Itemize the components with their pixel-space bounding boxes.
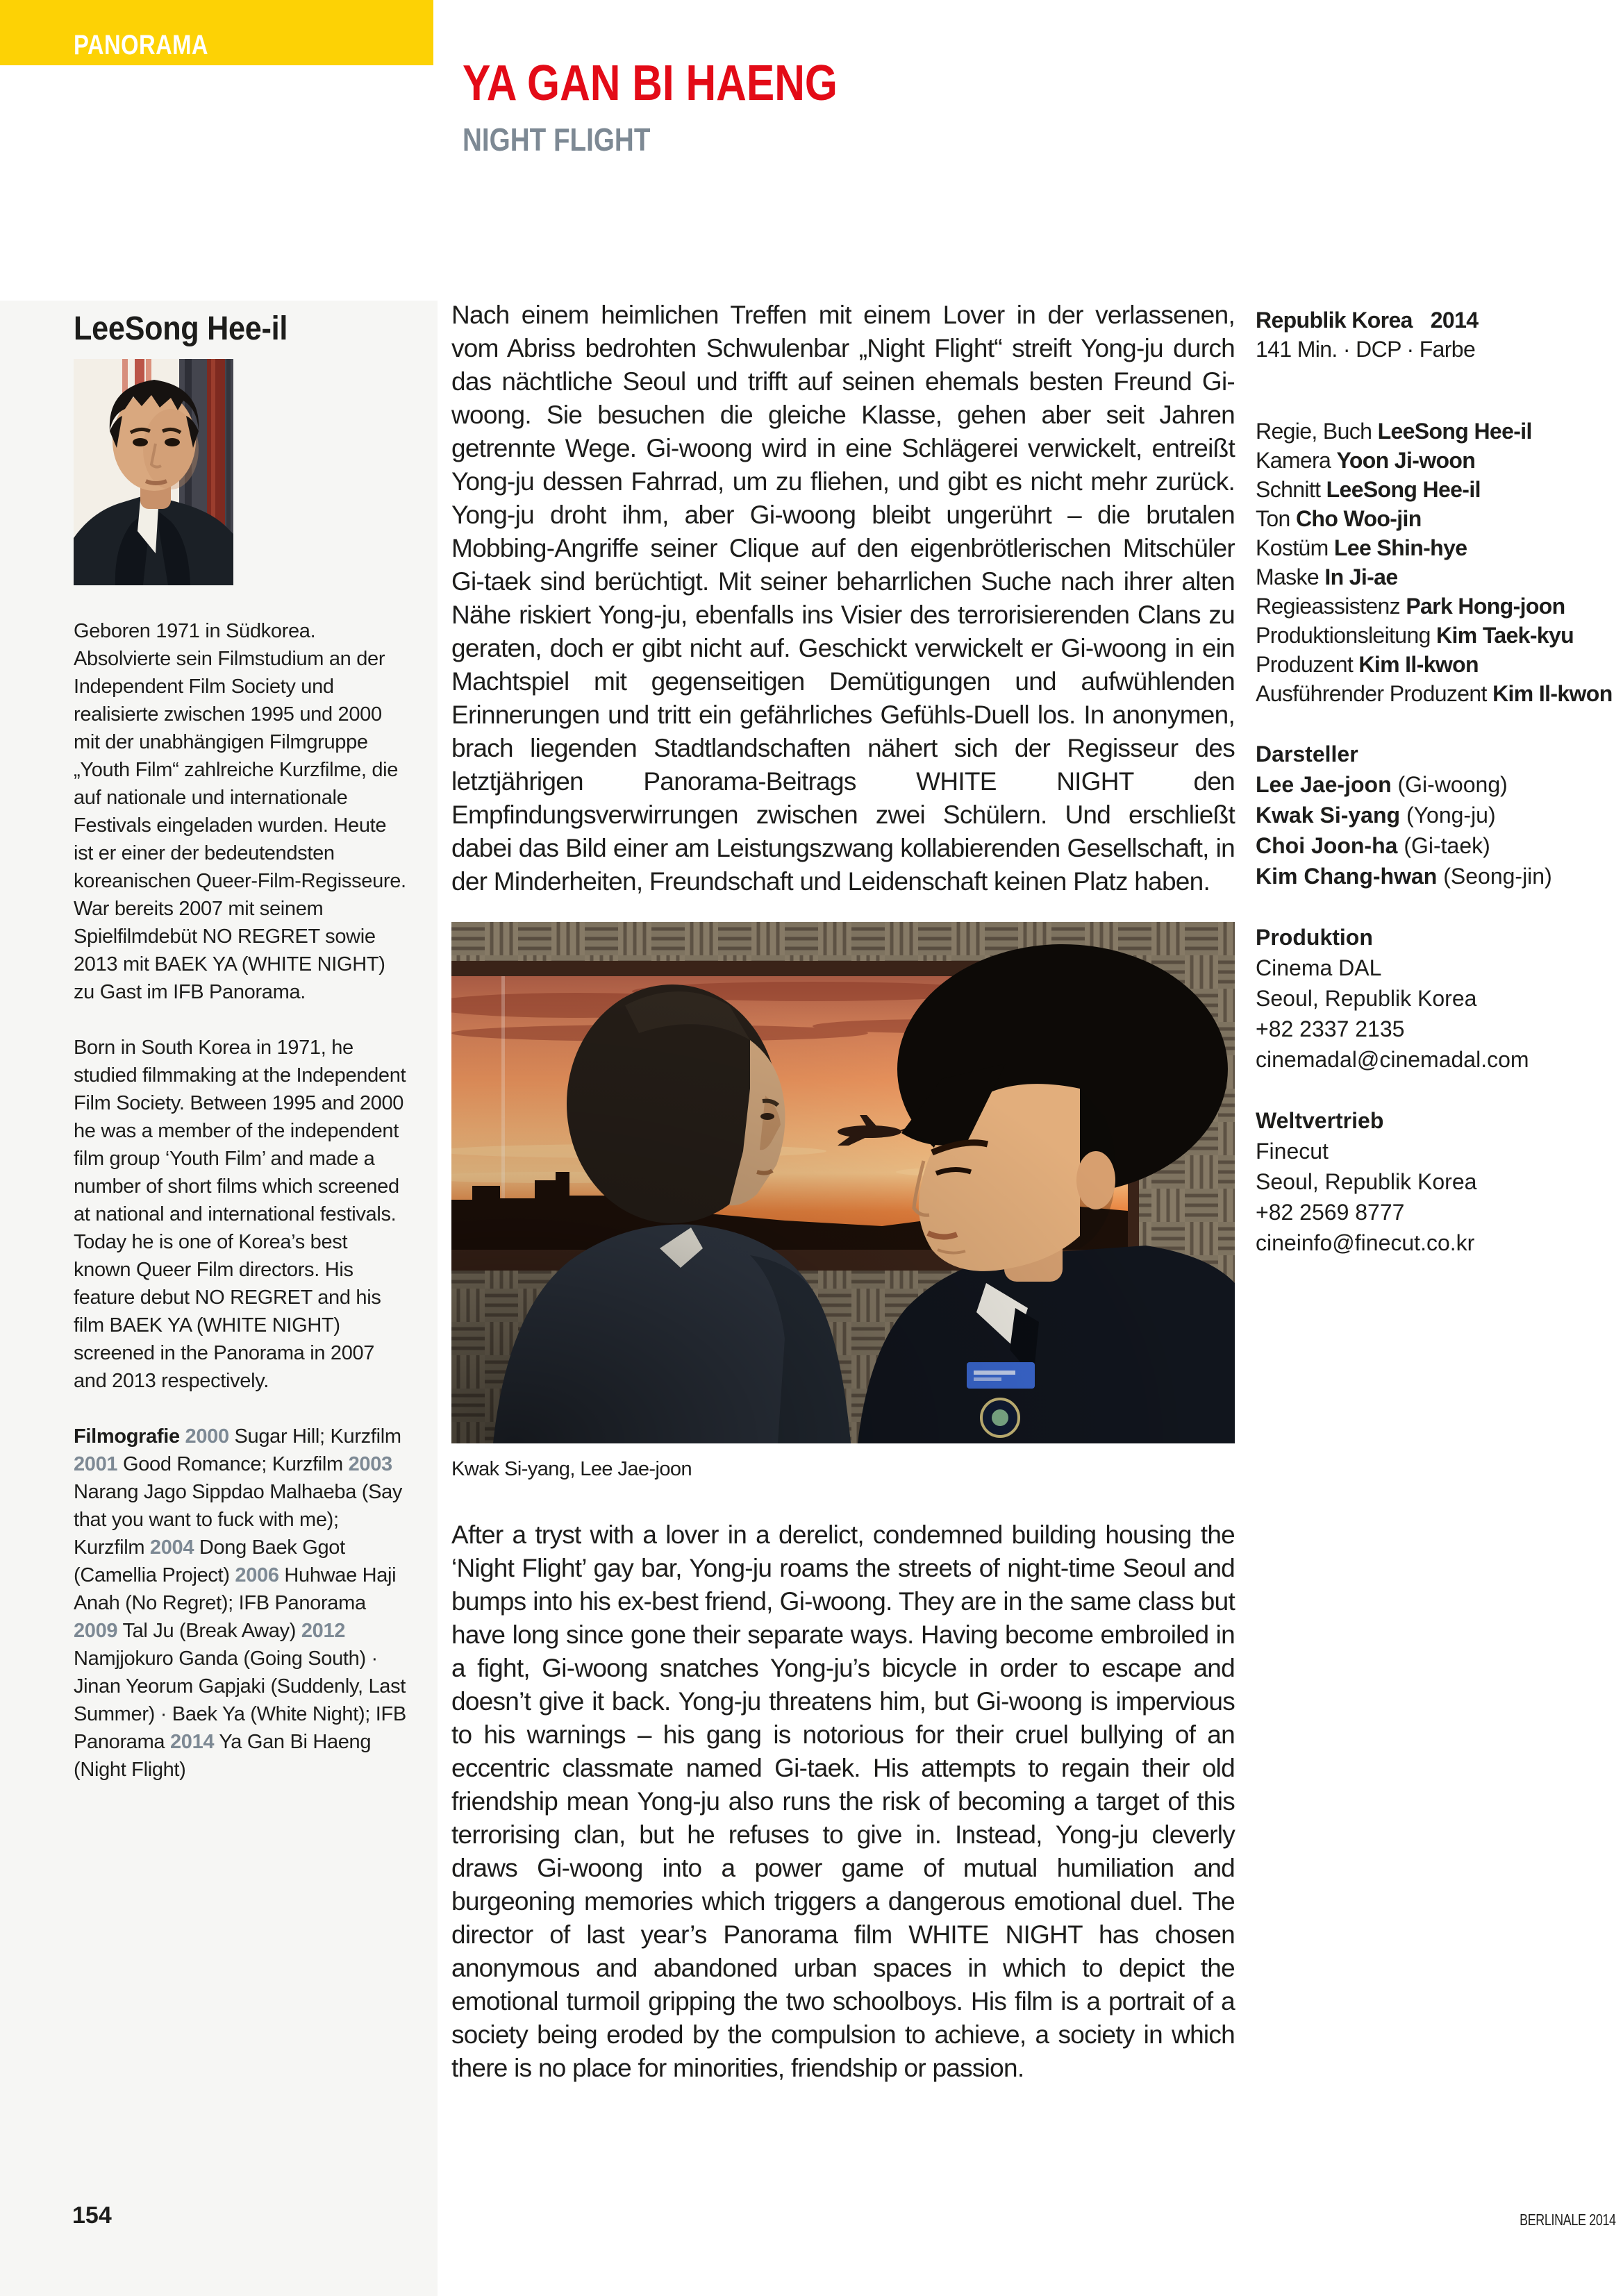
crew-credit-line <box>1256 679 1620 708</box>
contact-line: +82 2569 8777 <box>1256 1200 1405 1225</box>
filmography-segment: 2000 <box>185 1425 229 1448</box>
crew-credit-line <box>1256 650 1620 679</box>
crew-role: Kamera <box>1256 448 1331 473</box>
production-heading: Produktion <box>1256 925 1373 950</box>
crew-role: Maske <box>1256 564 1320 589</box>
crew-name: Kim Taek-kyu <box>1436 623 1574 648</box>
cast-actor: Kim Chang-hwan <box>1256 864 1438 889</box>
contact-line: cinemadal@cinemadal.com <box>1256 1047 1529 1072</box>
credits-column <box>1256 305 1620 1258</box>
cast-actor: Choi Joon-ha <box>1256 833 1398 858</box>
filmography-segment: 2004 <box>149 1536 194 1559</box>
crew-name: LeeSong Hee-il <box>1377 419 1532 444</box>
director-bio-english: Born in South Korea in 1971, he studied filmmaking at the Independent Film Society. Between 1995 and 2000 he was a member of the independent film group ‘Youth Film’ and made a number of short films which screened at national and international festivals. Today he is one of Korea’s best known Queer Film directors. His feature debut NO REGRET and his film BAEK YA (WHITE NIGHT) screened in the Panorama in 2007 and 2013 respectively. <box>74 1037 406 1392</box>
sales-heading: Weltvertrieb <box>1256 1108 1384 1133</box>
crew-name: LeeSong Hee-il <box>1326 477 1481 502</box>
crew-name: Cho Woo-jin <box>1295 506 1422 531</box>
film-title: YA GAN BI HAENG <box>463 56 838 111</box>
crew-credit-line <box>1256 475 1620 504</box>
crew-name: Kim Il-kwon <box>1358 652 1479 677</box>
crew-name: Yoon Ji-woon <box>1336 448 1476 473</box>
crew-role: Regie, Buch <box>1256 419 1372 444</box>
filmography-segment: Tal Ju (Break Away) <box>117 1620 301 1642</box>
synopsis-english: After a tryst with a lover in a derelict, condemned building housing the ‘Night Flight’ gay bar, Yong-ju roams the streets of night-time Seoul and bumps into his ex-best friend, Gi-woong. They are in the same class but have long since gone their separate ways. Having become embroiled in a fight, Gi-woong snatches Yong-ju’s bicycle in order to escape and doesn’t give it back. Yong-ju threatens him, but Gi-woong is impervious to his warnings – his gang is notorious for their cruel bullying of an eccentric classmate named Gi-taek. His attempts to regain their old friendship mean Yong-ju also runs the risk of becoming a target of this terrorising clan, but he refuses to give in. Instead, Yong-ju cleverly draws Gi-woong into a power game of mutual humiliation and burgeoning memories which triggers a dangerous emotional duel. The director of last year’s Panorama film WHITE NIGHT has chosen anonymous and abandoned urban spaces in which to depict the emotional turmoil gripping the two schoolboys. His film is a portrait of a society being eroded by the compulsion to achieve, a society in which there is no place for minorities, friendship or passion. <box>451 1520 1235 2082</box>
filmography-segment: 2001 <box>74 1453 118 1475</box>
page-number: 154 <box>72 2202 112 2229</box>
cast-role: (Seong-jin) <box>1443 864 1552 889</box>
cast-role: (Gi-woong) <box>1397 772 1508 797</box>
crew-role: Schnitt <box>1256 477 1321 502</box>
film-still-illustration <box>451 922 1235 1443</box>
still-caption: Kwak Si-yang, Lee Jae-joon <box>451 1458 692 1480</box>
production-year: 2014 <box>1430 308 1479 333</box>
filmography-segment: 2009 <box>74 1620 118 1642</box>
crew-name: Lee Shin-hye <box>1333 535 1467 560</box>
crew-credit-line <box>1256 562 1620 592</box>
contact-line: Finecut <box>1256 1139 1329 1164</box>
cast-role: (Yong-ju) <box>1406 803 1496 828</box>
filmography-segment: 2006 <box>235 1564 279 1586</box>
crew-role: Kostüm <box>1256 535 1329 560</box>
tech-specs: 141 Min. · DCP · Farbe <box>1256 337 1476 362</box>
filmography-segment: Sugar Hill; Kurzfilm <box>228 1425 401 1448</box>
cast-line <box>1256 830 1620 861</box>
filmography-segment: Ya Gan Bi Haeng (Night Flight) <box>74 1731 372 1781</box>
cast-line <box>1256 861 1620 891</box>
crew-credit-line <box>1256 504 1620 533</box>
filmography-segment: Good Romance; Kurzfilm <box>117 1453 349 1475</box>
crew-role: Ausführender Produzent <box>1256 681 1487 706</box>
synopsis-german: Nach einem heimlichen Treffen mit einem Lover in der verlassenen, vom Abriss bedrohten Schwulenbar „Night Flight“ streift Yong-ju durch das nächtliche Seoul und trifft auf seinen ehemals besten Freund Gi-woong. Sie besuchen die gleiche Klasse, gehen aber seit Jahren getrennte Wege. Gi-woong wird in eine Schlägerei verwickelt, entreißt Yong-ju dessen Fahrrad, um zu fliehen, und gibt es nicht mehr zurück. Yong-ju droht ihm, aber Gi-woong bleibt ungerührt – die brutalen Mobbing-Angriffe seiner Clique auf den eigenbrötlerischen Mitschüler Gi-taek sind berüchtigt. Mit seiner beharrlichen Suche nach ihrer alten Nähe riskiert Yong-ju, ebenfalls ins Visier des terrorisierenden Clans zu geraten, doch er gibt nicht auf. Geschickt verwickelt er Gi-woong in ein Machtspiel mit gegenseitigen Demütigungen und aufwühlenden Erinnerungen und tritt ein gefährliches Gefühls-Duell los. In anonymen, brach liegenden Stadtlandschaften nähert sich der Regisseur des letztjährigen Panorama-Beitrags WHITE NIGHT den Empfindungsverwirrungen zwischen zwei Schülern. Und erschließt dabei das Bild einer am Leistungszwang kollabierenden Gesellschaft, in der Minderheiten, Freundschaft und Leidenschaft keinen Platz haben. <box>451 301 1235 896</box>
director-bio-german: Geboren 1971 in Südkorea. Absolvierte sein Filmstudium an der Independent Film Society und realisierte zwischen 1995 und 2000 mit der unabhängigen Filmgruppe „Youth Film“ zahlreiche Kurzfilme, die auf nationale und internationale Festivals eingeladen wurden. Heute ist er einer der bedeutendsten koreanischen Queer-Film-Regisseure. War bereits 2007 mit seinem Spielfilmdebüt NO REGRET sowie 2013 mit BAEK YA (WHITE NIGHT) zu Gast im IFB Panorama. <box>74 620 406 1003</box>
film-title-english: NIGHT FLIGHT <box>463 121 651 158</box>
cast-list <box>1256 769 1620 891</box>
contact-line: +82 2337 2135 <box>1256 1016 1405 1041</box>
footer-edition: BERLINALE 2014 <box>1520 2211 1616 2229</box>
cast-heading: Darsteller <box>1256 741 1358 766</box>
production-contact <box>1256 953 1620 1075</box>
director-portrait-illustration <box>74 359 233 585</box>
contact-line: cineinfo@finecut.co.kr <box>1256 1230 1475 1255</box>
crew-role: Ton <box>1256 506 1290 531</box>
crew-name: Kim Il-kwon <box>1492 681 1613 706</box>
crew-role: Regieassistenz <box>1256 594 1401 619</box>
crew-credit-line <box>1256 592 1620 621</box>
filmography-segment: Huhwae Haji Anah (No Regret); IFB Panorama <box>74 1564 397 1614</box>
crew-role: Produzent <box>1256 652 1354 677</box>
section-banner <box>0 0 433 65</box>
filmography-segment: Filmografie <box>74 1425 185 1448</box>
filmography-segment: Narang Jago Sippdao Malhaeba (Say that you want to fuck with me); Kurzfilm <box>74 1481 403 1559</box>
country: Republik Korea <box>1256 308 1413 333</box>
country-year <box>1256 305 1620 335</box>
contact-line: Seoul, Republik Korea <box>1256 986 1477 1011</box>
crew-credit-line <box>1256 533 1620 562</box>
cast-actor: Kwak Si-yang <box>1256 803 1401 828</box>
crew-name: Park Hong-joon <box>1406 594 1565 619</box>
main-column <box>451 299 1235 2085</box>
filmography-segment: Namjjokuro Ganda (Going South) · Jinan Yeorum Gapjaki (Suddenly, Last Summer) · Baek Ya (White Night); IFB Panorama <box>74 1648 406 1753</box>
crew-credits <box>1256 417 1620 708</box>
filmography <box>74 1423 407 1784</box>
cast-line <box>1256 769 1620 800</box>
crew-name: In Ji-ae <box>1324 564 1398 589</box>
cast-role: (Gi-taek) <box>1404 833 1490 858</box>
filmography-segment: 2014 <box>169 1731 215 1753</box>
cast-actor: Lee Jae-joon <box>1256 772 1392 797</box>
filmography-segment: Dong Baek Ggot (Camellia Project) <box>74 1536 345 1586</box>
film-still-image <box>451 922 1235 1443</box>
filmography-segment: 2003 <box>348 1453 392 1475</box>
crew-role: Produktionsleitung <box>1256 623 1431 648</box>
director-sidebar <box>0 301 438 2296</box>
cast-line <box>1256 800 1620 830</box>
crew-credit-line <box>1256 446 1620 475</box>
director-name: LeeSong Hee-il <box>74 310 288 347</box>
director-portrait-photo <box>74 359 233 585</box>
crew-credit-line <box>1256 417 1620 446</box>
contact-line: Cinema DAL <box>1256 955 1382 980</box>
section-label: PANORAMA <box>74 30 208 60</box>
filmography-segment: 2012 <box>301 1620 346 1642</box>
contact-line: Seoul, Republik Korea <box>1256 1169 1477 1194</box>
world-sales-contact <box>1256 1136 1620 1258</box>
crew-credit-line <box>1256 621 1620 650</box>
